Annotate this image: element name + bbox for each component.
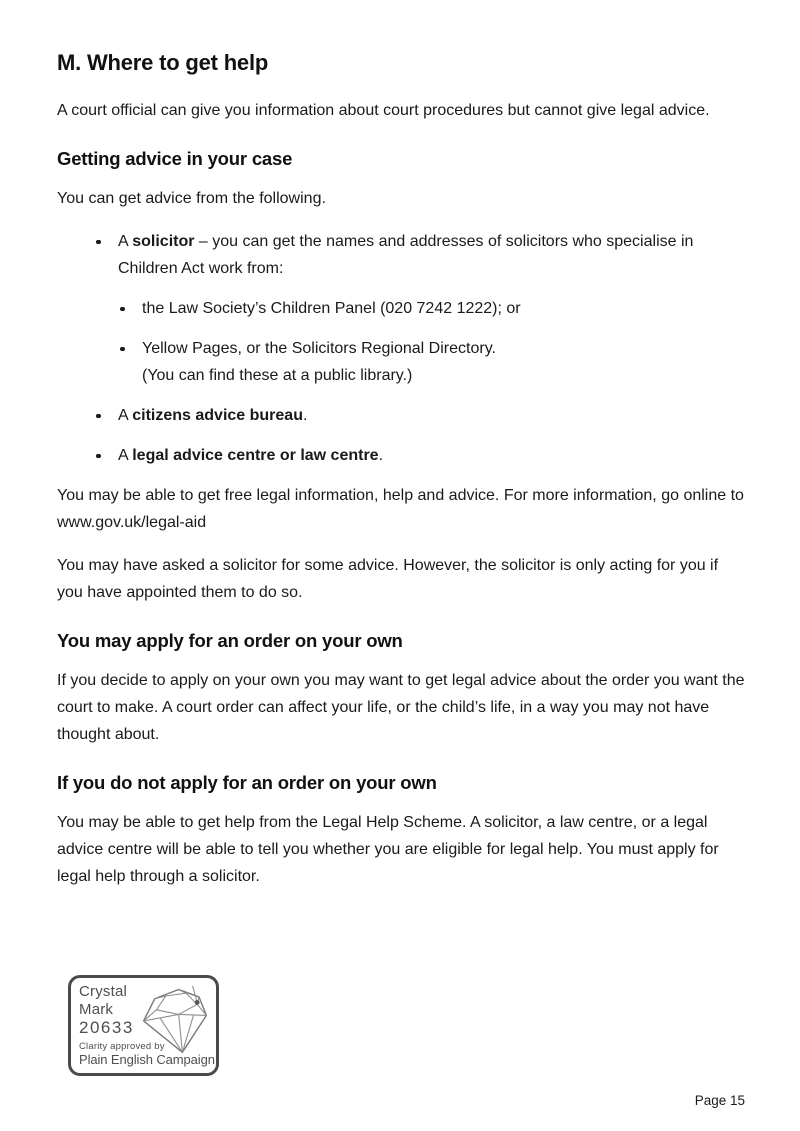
diamond-icon bbox=[138, 984, 212, 1056]
list-item-line: Yellow Pages, or the Solicitors Regional Directory. bbox=[142, 340, 496, 357]
intro-paragraph: A court official can give you information about court procedures but cannot give legal advice. bbox=[57, 102, 710, 119]
bullet-icon bbox=[96, 454, 101, 459]
list-item-text: the Law Society’s Children Panel (020 7242 1222); or bbox=[142, 300, 521, 317]
list-item-solicitor bbox=[57, 228, 745, 282]
crystal-mark-name-line1: Crystal bbox=[79, 983, 128, 1000]
list-item-legal-advice-centre bbox=[57, 442, 745, 469]
crystal-mark-tagline: Clarity approved by bbox=[79, 1041, 165, 1052]
list-item-text: A legal advice centre or law centre. bbox=[118, 447, 384, 464]
apply-own-paragraph: If you decide to apply on your own you may want to get legal advice about the order you want the court to make. A court order can affect your life, or the child’s life, in a way you may not have thought about. bbox=[57, 672, 745, 743]
crystal-mark-name-line2: Mark bbox=[79, 1000, 114, 1018]
crystal-mark-number: 20633 bbox=[79, 1018, 134, 1037]
crystal-mark-organisation: Plain English Campaign bbox=[79, 1052, 215, 1067]
advice-sources-list bbox=[57, 228, 745, 469]
list-item-law-society-panel bbox=[57, 295, 745, 322]
bullet-icon bbox=[96, 414, 101, 419]
crystal-mark-logo bbox=[68, 975, 219, 1076]
solicitor-sublist bbox=[57, 295, 745, 389]
list-item-text: A solicitor – you can get the names and addresses of solicitors who specialise in Children Act work from: bbox=[118, 233, 694, 277]
bullet-icon bbox=[120, 307, 125, 312]
list-item-text: A citizens advice bureau. bbox=[118, 407, 308, 424]
list-item-yellow-pages bbox=[57, 335, 745, 389]
page-title: M. Where to get help bbox=[57, 50, 269, 75]
list-item-text bbox=[142, 335, 745, 389]
getting-advice-lead: You can get advice from the following. bbox=[57, 190, 326, 207]
asked-solicitor-paragraph: You may have asked a solicitor for some advice. However, the solicitor is only acting for you if you have appointed them to do so. bbox=[57, 557, 719, 601]
section-heading-not-apply-own: If you do not apply for an order on your own bbox=[57, 772, 437, 793]
free-legal-info-paragraph: You may be able to get free legal information, help and advice. For more information, go online to www.gov.uk/legal-aid bbox=[57, 487, 744, 531]
section-heading-apply-own: You may apply for an order on your own bbox=[57, 630, 403, 651]
bullet-icon bbox=[96, 240, 101, 245]
page-number: Page 15 bbox=[694, 1093, 745, 1108]
section-heading-getting-advice: Getting advice in your case bbox=[57, 148, 293, 169]
not-apply-own-paragraph: You may be able to get help from the Legal Help Scheme. A solicitor, a law centre, or a legal advice centre will be able to tell you whether you are eligible for legal help. You must apply for legal help through a solicitor. bbox=[57, 814, 719, 885]
bullet-icon bbox=[120, 347, 125, 352]
list-item-citizens-advice-bureau bbox=[57, 402, 745, 429]
list-item-line: (You can find these at a public library.) bbox=[142, 367, 413, 384]
